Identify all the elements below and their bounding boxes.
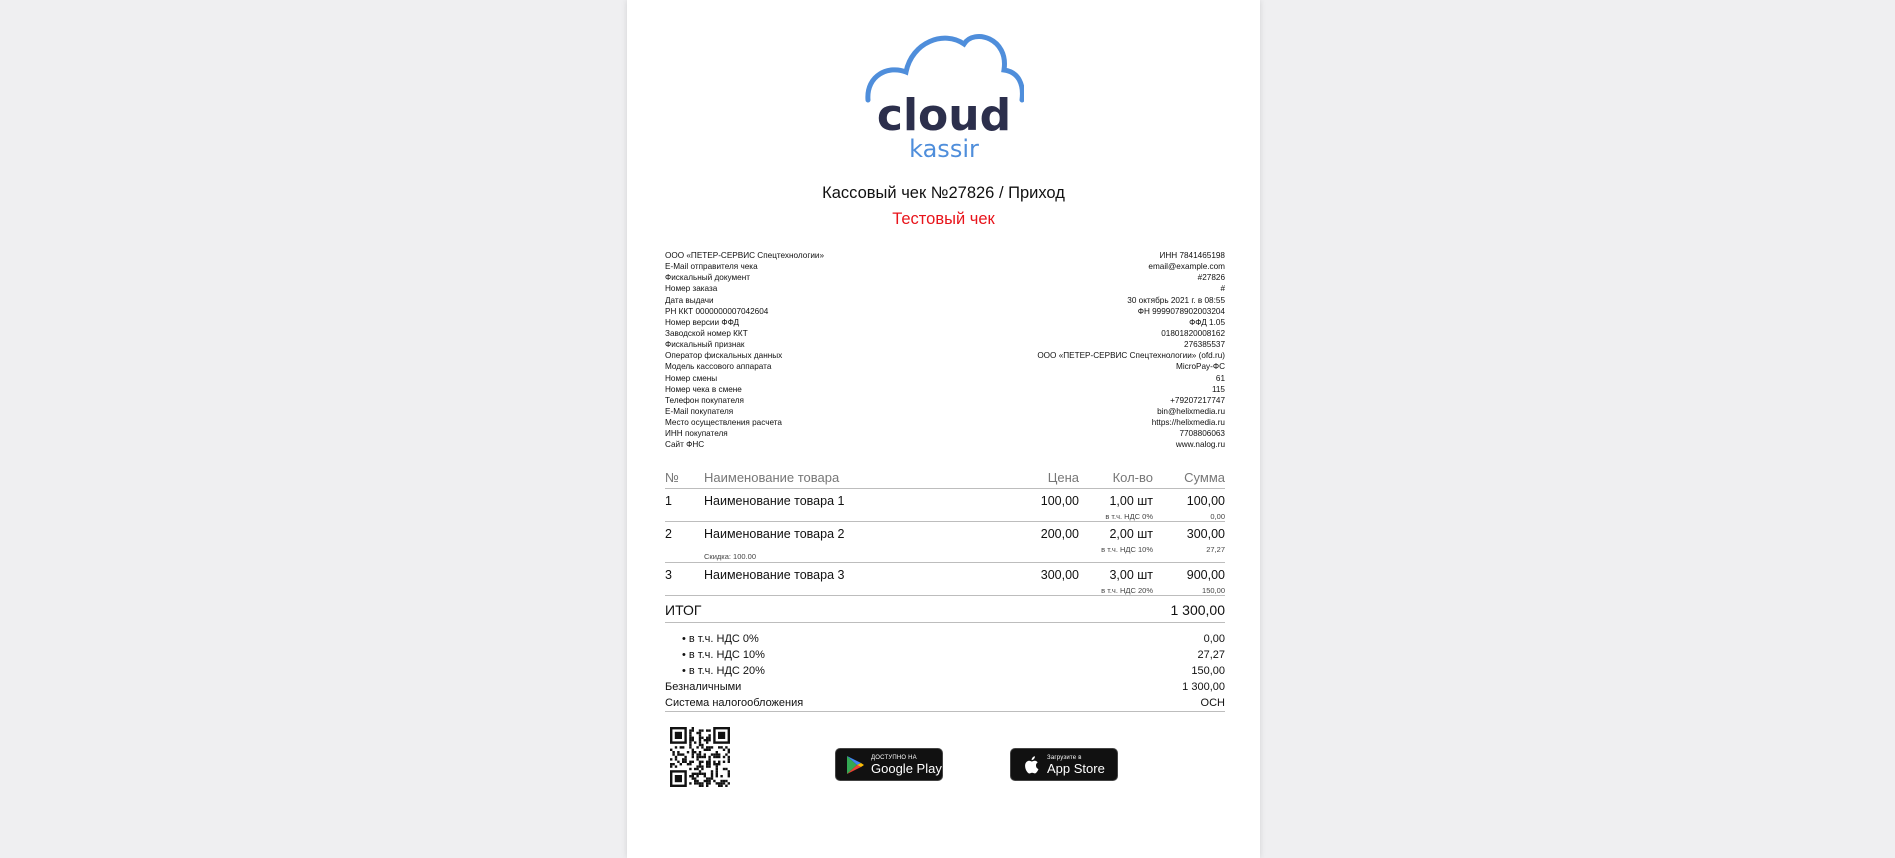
google-play-icon bbox=[844, 754, 866, 776]
info-row bbox=[665, 428, 1225, 439]
col-sum-header: Сумма bbox=[1184, 469, 1225, 485]
info-row bbox=[665, 439, 1225, 450]
info-label: Номер версии ФФД bbox=[665, 317, 740, 327]
info-label: Дата выдачи bbox=[665, 295, 714, 305]
item-sum: 100,00 bbox=[1186, 494, 1225, 508]
info-label: E-Mail покупателя bbox=[665, 406, 734, 416]
payment-summary bbox=[665, 631, 1225, 712]
summary-label: • в т.ч. НДС 0% bbox=[682, 633, 759, 645]
item-vat-value: 27,27 bbox=[1206, 544, 1225, 554]
item-name: Наименование товара 1 bbox=[704, 494, 845, 508]
item-number: 1 bbox=[665, 494, 672, 508]
items-table bbox=[665, 466, 1225, 712]
info-row bbox=[665, 317, 1225, 328]
col-price-header: Цена bbox=[1047, 469, 1079, 485]
info-row bbox=[665, 384, 1225, 395]
info-value: ИНН 7841465198 bbox=[1159, 251, 1225, 260]
app-store-big-text: App Store bbox=[1047, 760, 1105, 776]
info-value: ФФД 1.05 bbox=[1189, 317, 1225, 327]
cloudkassir-logo bbox=[864, 30, 1024, 162]
info-row bbox=[665, 261, 1225, 272]
info-value: 30 октябрь 2021 г. в 08:55 bbox=[1127, 295, 1225, 305]
table-row bbox=[665, 563, 1225, 596]
logo-word-cloud: cloud bbox=[876, 90, 1012, 141]
summary-row bbox=[665, 663, 1225, 679]
info-row bbox=[665, 328, 1225, 339]
summary-value: 27,27 bbox=[1197, 649, 1225, 661]
total-value: 1 300,00 bbox=[1170, 602, 1225, 618]
info-value: #27826 bbox=[1197, 273, 1225, 283]
info-row bbox=[665, 295, 1225, 306]
info-value: ФН 9999078902003204 bbox=[1137, 306, 1225, 316]
item-qty: 2,00 шт bbox=[1109, 527, 1153, 541]
total-label: ИТОГ bbox=[665, 602, 702, 618]
info-row bbox=[665, 283, 1225, 294]
test-receipt-label: Тестовый чек bbox=[892, 210, 995, 228]
info-label: Модель кассового аппарата bbox=[665, 362, 772, 372]
receipt-paper bbox=[627, 0, 1260, 858]
table-row bbox=[665, 522, 1225, 563]
info-row bbox=[665, 339, 1225, 350]
info-label: Оператор фискальных данных bbox=[665, 351, 783, 361]
info-row bbox=[665, 350, 1225, 361]
summary-value: 0,00 bbox=[1203, 633, 1225, 645]
info-value: 7708806063 bbox=[1179, 429, 1225, 439]
item-qty: 1,00 шт bbox=[1109, 494, 1153, 508]
info-value: 276385537 bbox=[1184, 340, 1225, 350]
item-vat-label: в т.ч. НДС 0% bbox=[1105, 511, 1153, 521]
info-value: www.nalog.ru bbox=[1175, 440, 1225, 450]
item-vat-label: в т.ч. НДС 10% bbox=[1101, 544, 1153, 554]
item-price: 200,00 bbox=[1040, 527, 1079, 541]
item-sum: 300,00 bbox=[1186, 527, 1225, 541]
info-label: ООО «ПЕТЕР-СЕРВИС Спецтехнологии» bbox=[665, 251, 825, 260]
qr-code bbox=[670, 727, 730, 787]
google-play-badge[interactable] bbox=[835, 748, 943, 781]
info-value: 01801820008162 bbox=[1161, 328, 1225, 338]
summary-label: • в т.ч. НДС 20% bbox=[682, 665, 765, 677]
summary-value: 150,00 bbox=[1191, 665, 1225, 677]
summary-row bbox=[665, 647, 1225, 663]
info-label: ИНН покупателя bbox=[665, 429, 728, 439]
item-qty: 3,00 шт bbox=[1109, 568, 1153, 582]
info-row bbox=[665, 417, 1225, 428]
logo-word-kassir: kassir bbox=[909, 135, 979, 162]
summary-label: Безналичными bbox=[665, 681, 742, 693]
google-play-small-text: ДОСТУПНО НА bbox=[871, 754, 917, 761]
info-label: Фискальный документ bbox=[665, 273, 750, 283]
col-name-header: Наименование товара bbox=[704, 469, 840, 485]
item-sum: 900,00 bbox=[1186, 568, 1225, 582]
info-label: Номер заказа bbox=[665, 284, 718, 294]
info-value: 115 bbox=[1211, 384, 1225, 394]
apple-icon bbox=[1023, 755, 1041, 775]
info-label: Телефон покупателя bbox=[665, 395, 744, 405]
info-value: https://helixmedia.ru bbox=[1151, 418, 1225, 428]
item-vat-value: 0,00 bbox=[1210, 511, 1225, 521]
info-label: Номер смены bbox=[665, 373, 718, 383]
total-row bbox=[665, 598, 1225, 623]
info-value: 61 bbox=[1215, 373, 1225, 383]
info-row bbox=[665, 406, 1225, 417]
summary-label: Система налогообложения bbox=[665, 697, 804, 709]
info-label: Номер чека в смене bbox=[665, 384, 742, 394]
info-value: # bbox=[1220, 284, 1225, 294]
table-row bbox=[665, 489, 1225, 522]
items-table-header bbox=[665, 466, 1225, 489]
col-number-header: № bbox=[665, 469, 679, 485]
summary-value: ОСН bbox=[1200, 697, 1225, 709]
item-number: 3 bbox=[665, 568, 672, 582]
info-row bbox=[665, 250, 1225, 261]
item-price: 300,00 bbox=[1040, 568, 1079, 582]
receipt-title: Кассовый чек №27826 / Приход bbox=[822, 184, 1065, 202]
summary-row bbox=[665, 631, 1225, 647]
info-label: E-Mail отправителя чека bbox=[665, 262, 758, 272]
item-number: 2 bbox=[665, 527, 672, 541]
google-play-big-text: Google Play bbox=[871, 760, 942, 776]
item-name: Наименование товара 3 bbox=[704, 568, 845, 582]
info-label: Заводской номер ККТ bbox=[665, 328, 748, 338]
summary-label: • в т.ч. НДС 10% bbox=[682, 649, 765, 661]
info-row bbox=[665, 373, 1225, 384]
summary-row bbox=[665, 679, 1225, 695]
info-row bbox=[665, 306, 1225, 317]
info-label: РН ККТ 0000000007042604 bbox=[665, 306, 769, 316]
info-label: Фискальный признак bbox=[665, 340, 745, 350]
item-name: Наименование товара 2 bbox=[704, 527, 845, 541]
item-vat-label: в т.ч. НДС 20% bbox=[1101, 585, 1153, 595]
col-qty-header: Кол-во bbox=[1112, 469, 1153, 485]
info-value: MicroPay-ФС bbox=[1176, 362, 1225, 372]
summary-value: 1 300,00 bbox=[1182, 681, 1225, 693]
info-row bbox=[665, 395, 1225, 406]
receipt-info-block bbox=[665, 250, 1225, 451]
app-store-small-text: Загрузите в bbox=[1047, 754, 1082, 761]
app-store-badge[interactable] bbox=[1010, 748, 1118, 781]
info-label: Сайт ФНС bbox=[665, 440, 705, 450]
item-price: 100,00 bbox=[1040, 494, 1079, 508]
info-value: +79207217747 bbox=[1170, 395, 1225, 405]
info-value: bin@helixmedia.ru bbox=[1157, 406, 1225, 416]
info-value: email@example.com bbox=[1148, 262, 1225, 272]
summary-row bbox=[665, 695, 1225, 712]
info-row bbox=[665, 272, 1225, 283]
info-row bbox=[665, 361, 1225, 372]
item-vat-value: 150,00 bbox=[1202, 585, 1225, 595]
info-label: Место осуществления расчета bbox=[665, 418, 782, 428]
item-discount: Скидка: 100.00 bbox=[704, 552, 756, 561]
info-value: ООО «ПЕТЕР-СЕРВИС Спецтехнологии» (ofd.ru) bbox=[1037, 351, 1225, 361]
